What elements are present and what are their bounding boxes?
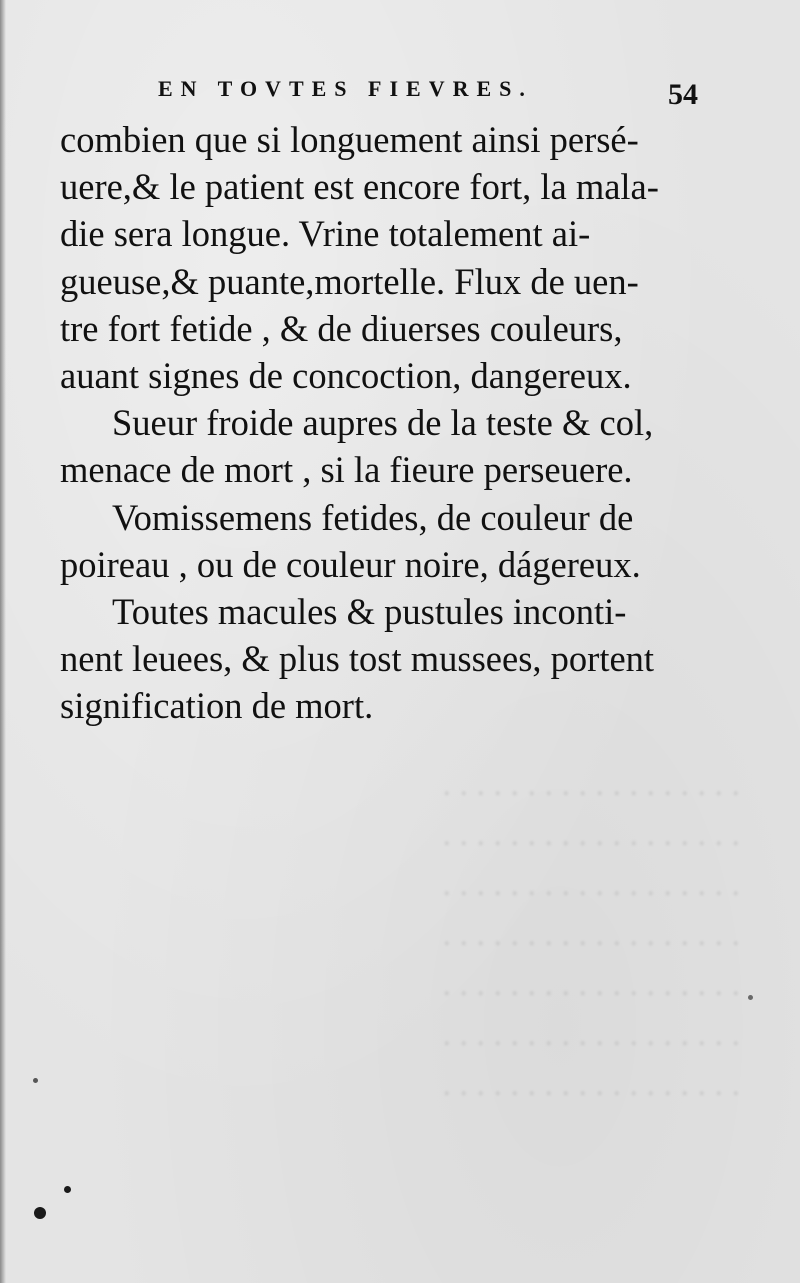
text-line: Vomissemens fetides, de couleur de [112, 496, 634, 538]
text-line: auant signes de concoction, dangereux. [60, 355, 632, 397]
text-line: signification de mort. [60, 685, 374, 727]
text-line: nent leuees, & plus tost mussees, portent [60, 638, 655, 680]
bleed-through-texture: . . . . . . . . . . . . . . . . . . . . . . . . . . . . . . . . . . . . . . . . . . . . . . . . . . . . . . . . . . . . . . . . . . . . . . . . . . . . . . . . . . . . . . . . . . . . . . . . . . . . . . . . . . . . . . . . . . . . . . . . . . . . . . [442, 766, 740, 1103]
text-line: poireau , ou de couleur noire, dágereux. [60, 543, 641, 585]
text-line: die sera longue. Vrine totalement ai- [60, 213, 591, 255]
ink-speck [34, 1207, 46, 1219]
text-line: uere,& le patient est encore fort, la mala- [60, 166, 659, 208]
ink-speck [748, 995, 753, 1000]
page-number: 54 [668, 78, 698, 111]
page-gutter-shadow [0, 0, 6, 1283]
text-line: menace de mort , si la fieure perseuere. [60, 449, 633, 491]
running-head: EN TOVTES FIEVRES. [158, 76, 533, 101]
text-line: combien que si longuement ainsi persé- [60, 119, 639, 160]
ink-speck [33, 1078, 38, 1083]
text-line: gueuse,& puante,mortelle. Flux de uen- [60, 260, 639, 302]
ink-speck [64, 1186, 71, 1193]
body-text [60, 116, 710, 730]
text-line: Sueur froide aupres de la teste & col, [112, 402, 654, 444]
text-line: Toutes macules & pustules inconti- [112, 591, 627, 633]
text-line: tre fort fetide , & de diuerses couleurs, [60, 307, 623, 349]
